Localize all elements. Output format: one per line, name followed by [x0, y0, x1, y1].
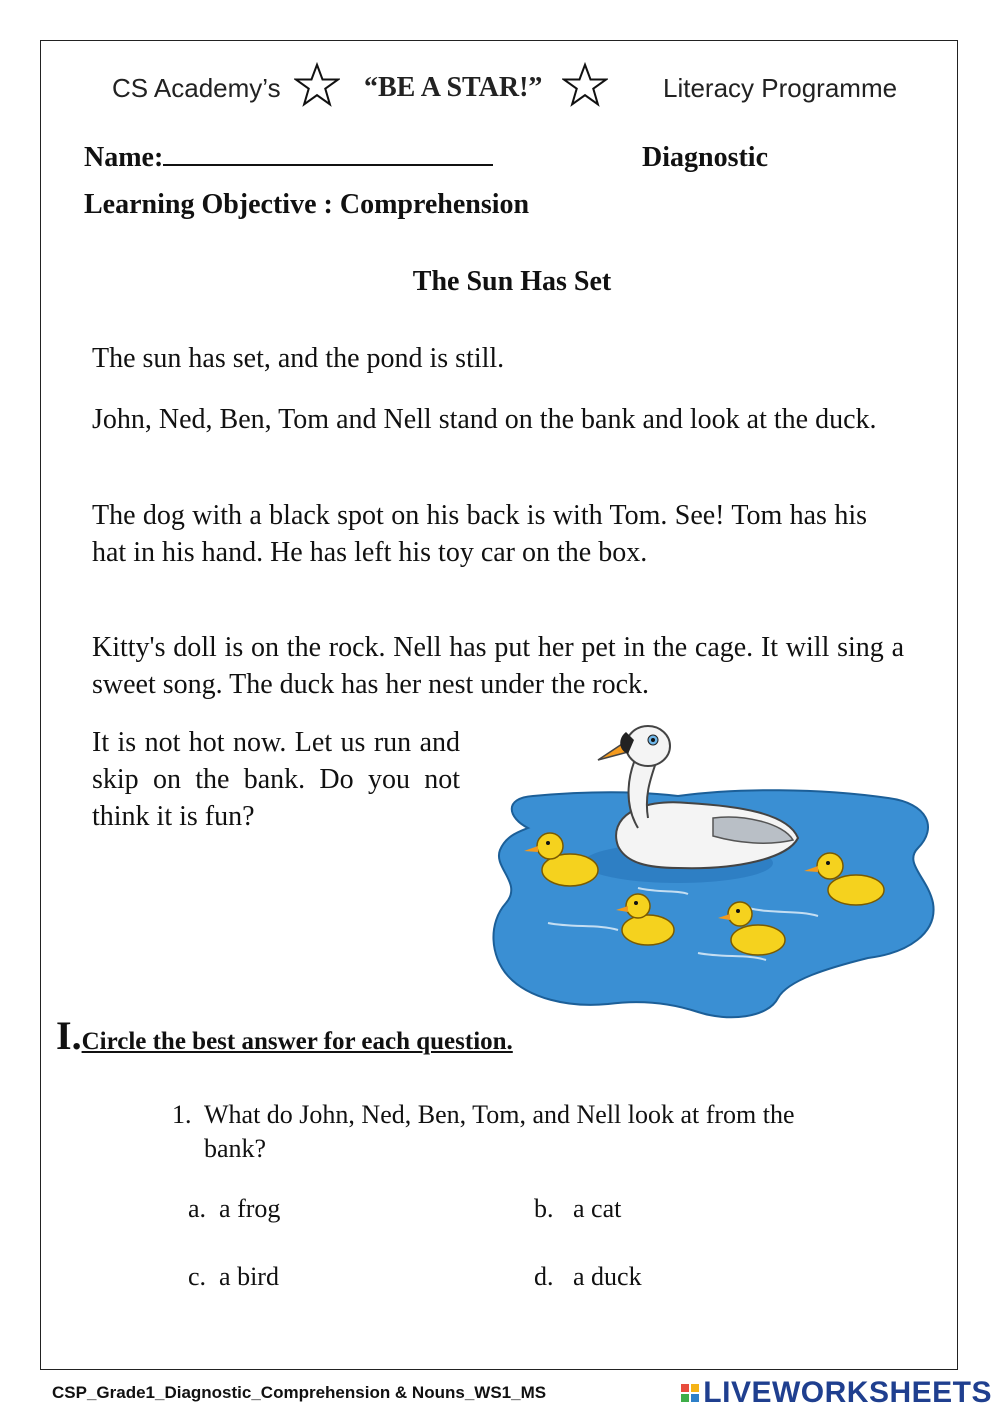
liveworksheets-brand-text: LIVEWORKSHEETS — [703, 1376, 992, 1409]
question-text: What do John, Ned, Ben, Tom, and Nell look at from the bank? — [204, 1100, 795, 1163]
option-text: a duck — [573, 1262, 642, 1291]
footer-filename: CSP_Grade1_Diagnostic_Comprehension & Nouns_WS1_MS — [52, 1383, 547, 1402]
diagnostic-label: Diagnostic — [642, 142, 768, 173]
option-a[interactable] — [188, 1194, 280, 1224]
option-text: a frog — [219, 1194, 281, 1223]
section-numeral: I. — [56, 1013, 82, 1058]
story-paragraph-2: John, Ned, Ben, Tom and Nell stand on the bank and look at the duck. — [92, 404, 877, 435]
section-instruction: Circle the best answer for each question. — [81, 1028, 513, 1055]
option-letter: b. — [534, 1194, 554, 1223]
header-academy-text: CS Academy’s — [112, 72, 281, 103]
section-heading — [56, 1012, 513, 1059]
story-paragraph-5: It is not hot now. Let us run and skip on the bank. Do you not think it is fun? — [92, 727, 460, 832]
option-letter: d. — [534, 1262, 554, 1291]
story-paragraph-3: The dog with a black spot on his back is with Tom. See! Tom has his hat in his hand. He has left his toy car on the box. — [92, 500, 867, 568]
star-icon — [294, 62, 340, 108]
liveworksheets-logo[interactable] — [681, 1376, 992, 1410]
story-title: The Sun Has Set — [412, 266, 612, 297]
name-label: Name: — [84, 142, 164, 173]
option-b[interactable] — [534, 1194, 621, 1224]
story-paragraph-1: The sun has set, and the pond is still. — [92, 343, 505, 374]
option-text: a bird — [219, 1262, 279, 1291]
question-number: 1. — [172, 1100, 192, 1129]
header-be-a-star — [364, 66, 542, 110]
question-1 — [172, 1098, 872, 1166]
name-field[interactable] — [84, 142, 493, 174]
swan-ducklings-illustration — [488, 718, 943, 1028]
header-be-a-star-text: “BE A STAR!” — [364, 72, 543, 103]
star-icon — [562, 62, 608, 108]
name-blank-line[interactable] — [163, 142, 493, 166]
header-academy — [112, 66, 281, 110]
liveworksheets-logo-icon — [681, 1384, 699, 1402]
header-programme-text: Literacy Programme — [663, 72, 898, 103]
header-programme — [663, 66, 897, 110]
learning-objective: Learning Objective : Comprehension — [84, 189, 530, 220]
option-letter: a. — [188, 1194, 207, 1223]
option-text: a cat — [573, 1194, 622, 1223]
option-c[interactable] — [188, 1262, 279, 1292]
option-d[interactable] — [534, 1262, 642, 1292]
story-paragraph-4: Kitty's doll is on the rock. Nell has put her pet in the cage. It will sing a sweet song. The duck has her nest under the rock. — [92, 632, 904, 700]
option-letter: c. — [188, 1262, 207, 1291]
page-border — [40, 40, 958, 1370]
